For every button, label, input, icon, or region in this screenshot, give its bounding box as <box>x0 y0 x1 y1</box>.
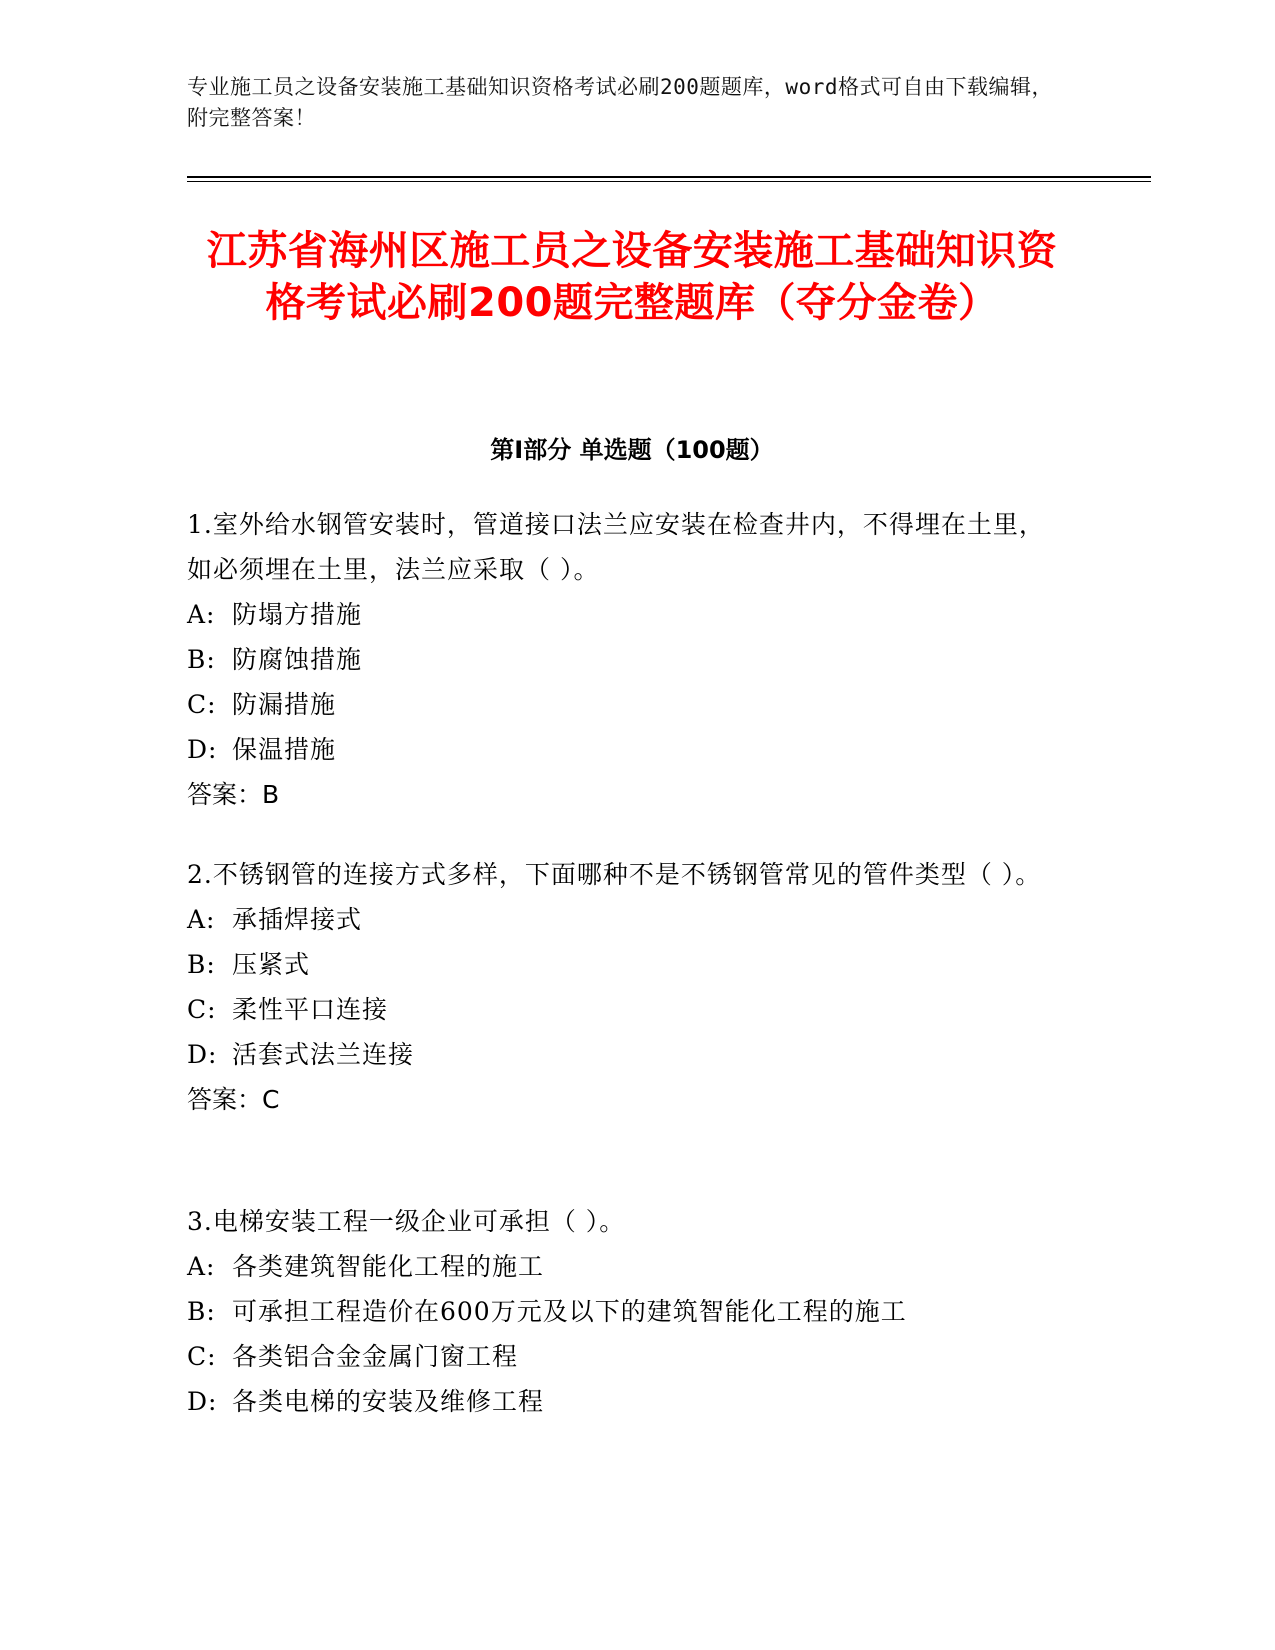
option-text: 柔性平口连接 <box>232 995 389 1024</box>
option-text: 承插焊接式 <box>232 905 363 934</box>
option-b <box>187 942 1067 987</box>
section-title: 第Ⅰ部分 单选题（100题） <box>490 436 774 464</box>
option-letter: B: <box>187 950 216 979</box>
option-a <box>187 1244 1067 1289</box>
option-letter: B: <box>187 1297 216 1326</box>
question-1 <box>187 502 1067 817</box>
question-text: 2.不锈钢管的连接方式多样，下面哪种不是不锈钢管常见的管件类型（ ）。 <box>187 860 1042 889</box>
option-letter: C: <box>187 1342 217 1371</box>
option-a <box>187 592 1067 637</box>
option-d <box>187 1032 1067 1077</box>
header-rule-thick <box>187 176 1151 178</box>
option-text: 压紧式 <box>232 950 311 979</box>
option-letter: B: <box>187 645 216 674</box>
answer-line: 答案：B <box>187 780 280 809</box>
header-note: 专业施工员之设备安装施工基础知识资格考试必刷200题题库，word格式可自由下载编辑，附完整答案！ <box>187 75 1053 130</box>
option-text: 各类电梯的安装及维修工程 <box>232 1387 545 1416</box>
question-text: 3.电梯安装工程一级企业可承担（ ）。 <box>187 1207 626 1236</box>
question-2 <box>187 852 1067 1122</box>
option-text: 保温措施 <box>232 735 337 764</box>
option-b <box>187 637 1067 682</box>
option-letter: C: <box>187 995 217 1024</box>
option-text: 防腐蚀措施 <box>232 645 363 674</box>
answer-line: 答案：C <box>187 1085 280 1114</box>
option-letter: D: <box>187 735 218 764</box>
option-text: 活套式法兰连接 <box>232 1040 415 1069</box>
option-text: 防漏措施 <box>232 690 337 719</box>
option-text: 各类铝合金金属门窗工程 <box>232 1342 519 1371</box>
question-text: 1.室外给水钢管安装时，管道接口法兰应安装在检查井内，不得埋在土里，如必须埋在土里，法兰应采取（ ）。 <box>187 510 1045 584</box>
option-c <box>187 1334 1067 1379</box>
option-letter: C: <box>187 690 217 719</box>
option-letter: D: <box>187 1387 218 1416</box>
option-letter: D: <box>187 1040 218 1069</box>
option-a <box>187 897 1067 942</box>
option-c <box>187 682 1067 727</box>
option-d <box>187 1379 1067 1424</box>
option-b <box>187 1289 1067 1334</box>
option-d <box>187 727 1067 772</box>
option-text: 防塌方措施 <box>232 600 363 629</box>
option-letter: A: <box>187 600 216 629</box>
header-rule-thin <box>187 181 1151 182</box>
option-text: 可承担工程造价在600万元及以下的建筑智能化工程的施工 <box>232 1297 907 1326</box>
option-letter: A: <box>187 1252 216 1281</box>
option-letter: A: <box>187 905 216 934</box>
question-3 <box>187 1199 1067 1424</box>
document-title: 江苏省海州区施工员之设备安装施工基础知识资格考试必刷200题完整题库（夺分金卷） <box>206 228 1058 326</box>
option-c <box>187 987 1067 1032</box>
option-text: 各类建筑智能化工程的施工 <box>232 1252 545 1281</box>
